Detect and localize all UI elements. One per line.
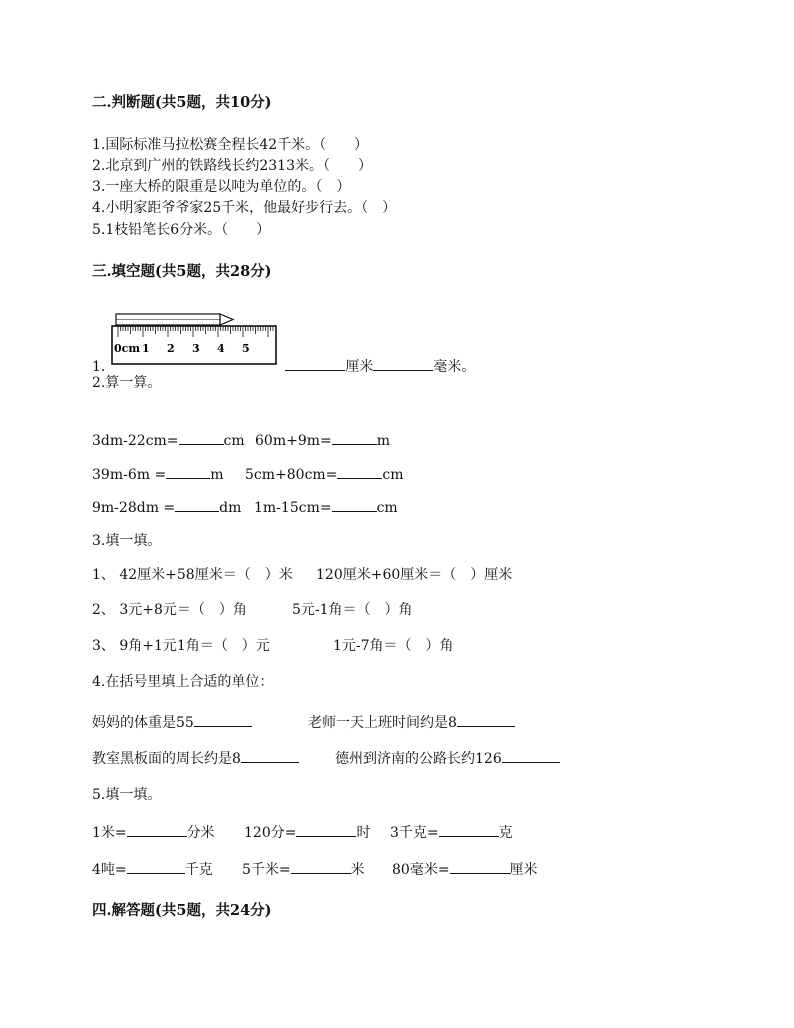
calc-unit: cm	[382, 467, 404, 483]
unit-prompt: 德州到济南的公路长约126	[335, 751, 502, 767]
convert-post: 千克	[184, 862, 213, 878]
calc-blank[interactable]	[332, 497, 377, 512]
judge-item-4: 4.小明家距爷爷家25千米，他最好步行去。（ ）	[92, 200, 397, 216]
fill-q3-item: 1元-7角＝（ ）角	[333, 638, 454, 654]
convert-post: 厘米	[509, 862, 538, 878]
calc-blank[interactable]	[175, 497, 219, 512]
calc-expr: 1m-15cm=	[254, 500, 332, 516]
calc-blank[interactable]	[337, 464, 382, 479]
convert-post: 时	[356, 825, 371, 841]
calc-unit: cm	[223, 433, 245, 449]
fill-q3-title: 3.填一填。	[92, 533, 162, 549]
convert-pre: 80毫米=	[392, 862, 450, 878]
judge-item-5: 5.1枝铅笔长6分米。（ ）	[92, 222, 271, 238]
fill-q2-title: 2.算一算。	[92, 375, 162, 391]
fill-q3-item: 5元-1角＝（ ）角	[292, 602, 413, 618]
convert-blank[interactable]	[127, 822, 187, 837]
convert-pre: 5千米=	[242, 862, 291, 878]
convert-blank[interactable]	[296, 822, 356, 837]
convert-blank[interactable]	[450, 859, 510, 874]
fill-q3-item: 1、 42厘米+58厘米＝（ ）米	[92, 567, 293, 583]
convert-blank[interactable]	[127, 859, 185, 874]
calc-expr: 60m+9m=	[255, 433, 332, 449]
fill-q3-item: 3、 9角+1元1角＝（ ）元	[92, 638, 270, 654]
unit-prompt: 妈妈的体重是55	[92, 715, 194, 731]
section-3-heading: 三.填空题(共5题，共28分)	[92, 263, 272, 280]
convert-blank[interactable]	[439, 822, 499, 837]
calc-expr: 39m-6m =	[92, 467, 167, 483]
convert-post: 分米	[186, 825, 215, 841]
fill-q1-unit-2: 毫米。	[433, 359, 476, 375]
fill-q1-number: 1.	[92, 359, 106, 375]
judge-item-3: 3.一座大桥的限重是以吨为单位的。（ ）	[92, 179, 351, 195]
judge-item-2: 2.北京到广州的铁路线长约2313米。（ ）	[92, 158, 372, 174]
ruler-tick-label-4: 4	[217, 342, 225, 355]
fill-q1-unit-1: 厘米	[345, 359, 374, 375]
unit-blank[interactable]	[502, 748, 560, 763]
ruler-tick-label-3: 3	[192, 342, 200, 355]
pencil-tip	[220, 314, 233, 325]
fill-q4-row-1	[92, 712, 515, 732]
unit-prompt: 教室黑板面的周长约是8	[92, 751, 241, 767]
fill-q4-row-2	[92, 748, 560, 768]
fill-q3-row-1	[92, 566, 512, 584]
ruler-zero-label: 0cm	[114, 342, 140, 355]
fill-q3-row-3	[92, 637, 454, 655]
fill-q3-item: 120厘米+60厘米＝（ ）厘米	[316, 567, 513, 583]
convert-pre: 4吨=	[92, 862, 127, 878]
ruler-tick-label-5: 5	[242, 342, 250, 355]
calc-row-2	[92, 464, 404, 484]
section-2-heading: 二.判断题(共5题，共10分)	[92, 94, 272, 111]
calc-expr: 5cm+80cm=	[245, 467, 338, 483]
calc-row-1	[92, 430, 390, 450]
fill-q1-blank-1[interactable]	[285, 356, 345, 371]
unit-blank[interactable]	[457, 712, 515, 727]
calc-unit: m	[210, 467, 224, 483]
calc-blank[interactable]	[332, 430, 377, 445]
convert-blank[interactable]	[291, 859, 351, 874]
fill-q5-row-2	[92, 859, 538, 879]
ruler-tick-label-1: 1	[142, 342, 150, 355]
convert-pre: 3千克=	[390, 825, 439, 841]
calc-blank[interactable]	[166, 464, 210, 479]
convert-pre: 1米=	[92, 825, 127, 841]
unit-prompt: 老师一天上班时间约是8	[308, 715, 457, 731]
unit-blank[interactable]	[194, 712, 252, 727]
fill-q3-row-2	[92, 601, 413, 619]
ruler-tick-label-2: 2	[167, 342, 175, 355]
fill-q4-title: 4.在括号里填上合适的单位：	[92, 674, 274, 690]
fill-q1-row	[92, 356, 475, 376]
fill-q5-row-1	[92, 822, 513, 842]
convert-post: 克	[498, 825, 513, 841]
judge-item-1: 1.国际标准马拉松赛全程长42千米。（ ）	[92, 137, 369, 153]
calc-expr: 3dm-22cm=	[92, 433, 179, 449]
fill-q1-blank-2[interactable]	[373, 356, 433, 371]
calc-unit: m	[376, 433, 391, 449]
calc-row-3	[92, 497, 398, 517]
unit-blank[interactable]	[241, 748, 299, 763]
section-4-heading: 四.解答题(共5题，共24分)	[92, 902, 272, 919]
calc-blank[interactable]	[179, 430, 224, 445]
fill-q5-title: 5.填一填。	[92, 787, 162, 803]
calc-unit: cm	[376, 500, 398, 516]
convert-pre: 120分=	[244, 825, 297, 841]
calc-expr: 9m-28dm =	[92, 500, 176, 516]
calc-unit: dm	[219, 500, 242, 516]
fill-q3-item: 2、 3元+8元＝（ ）角	[92, 602, 247, 618]
convert-post: 米	[350, 862, 365, 878]
